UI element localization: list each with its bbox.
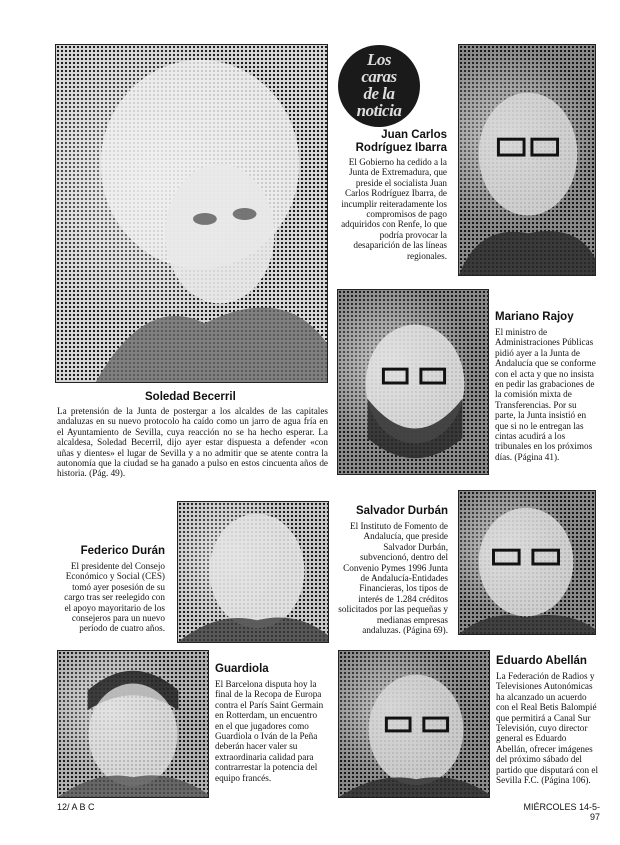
headline-salvador-durban: Salvador Durbán [355,505,448,517]
photo-mariano-rajoy [337,289,489,475]
photo-juan-carlos-rodriguez-ibarra [458,44,596,276]
photo-federico-duran [177,501,329,643]
caption-juan-carlos-rodriguez-ibarra: El Gobierno ha cedido a la Junta de Extremadura, que preside el socialista Juan Carlos Rodríguez Ibarra, de incumplir reiteradamente los compromisos de pago adquiridos con Renfe, lo que podría provocar la desaparición de las líneas regionales. [341,157,447,261]
headline-juan-carlos-rodriguez-ibarra [335,129,447,155]
caption-guardiola: El Barcelona disputa hoy la final de la Recopa de Europa contra el París Saint Germain en Rotterdam, un encuentro en el que jugadores como Guardiola o Iván de la Peña deberán hacer valer su extraordinaria calidad para contrarrestar la potencia del equipo francés. [215,679,324,783]
caption-mariano-rajoy: El ministro de Administraciones Públicas pidió ayer a la Junta de Andalucía que se conforme con el acta y que no insista en pedir las grabaciones de la comisión mixta de Transferencias. Por su parte, la Junta insistió en que si no le entregan las cintas acudirá a los tribunales en los próximos días. (Página 41). [495,327,596,462]
photo-eduardo-abellan [338,650,490,798]
caption-eduardo-abellan: La Federación de Radios y Televisiones Autonómicas ha alcanzado un acuerdo con el Real Betis Balompié que permitirá a Canal Sur Televisión, cuyo director general es Eduardo Abellán, ofrecer imágenes del próximo sábado del partido que disputará con el Sevilla F.C. (Página 106). [496,671,599,786]
headline-line-1: Juan Carlos [381,129,447,141]
logo-line-1: Los [367,50,391,69]
las-caras-de-la-noticia-logo [338,45,420,127]
photo-soledad-becerril [55,44,328,383]
photo-salvador-durban [458,490,596,635]
headline-guardiola: Guardiola [215,663,269,675]
issue-date: MIÉRCOLES 14-5-97 [523,802,600,822]
headline-eduardo-abellan: Eduardo Abellán [496,655,587,667]
headline-mariano-rajoy: Mariano Rajoy [495,311,574,323]
caption-soledad-becerril: La pretensión de la Junta de postergar a los alcaldes de las capitales andaluzas en su nuevo protocolo ha caído como un jarro de agua fría en el Ayuntamiento de Sevilla, cuya reacción no se ha hecho esperar. La alcaldesa, Soledad Becerril, dijo ayer estar dispuesta a defender «con uñas y dientes» el lugar de Sevilla y a no admitir que se atente contra la autonomía que la ciudad se ha ganado a pulso en estos cincuenta años de historia. (Pág. 49). [57,406,328,479]
logo-line-2: caras [361,67,397,86]
caption-federico-duran: El presidente del Consejo Económico y Social (CES) tomó ayer posesión de su cargo tras ser reelegido con el apoyo mayoritario de los consejeros para un nuevo período de cuatro años. [64,561,165,634]
headline-soledad-becerril: Soledad Becerril [145,391,236,403]
page-number: 12/ A B C [57,802,95,812]
logo-line-4: noticia [356,101,402,120]
caption-salvador-durban: El Instituto de Fomento de Andalucía, que preside Salvador Durbán, subvencionó, dentro del Convenio Pymes 1996 Junta de Andalucía-Entidades Financieras, los tipos de interés de 1.284 créditos solicitados por las pequeñas y medianas empresas andaluzas. (Página 69). [338,521,448,636]
logo-line-3: de la [363,84,395,103]
headline-federico-duran: Federico Durán [80,545,165,557]
photo-guardiola [57,650,209,798]
headline-line-2: Rodríguez Ibarra [355,142,447,154]
